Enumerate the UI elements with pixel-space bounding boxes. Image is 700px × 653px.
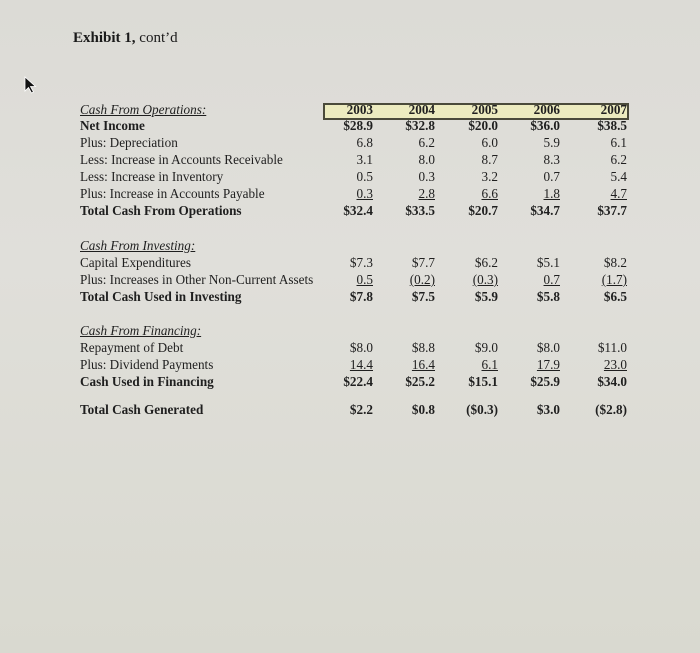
table-cell (438, 402, 498, 418)
cell-value: 0.3 (418, 168, 435, 184)
table-cell (500, 357, 560, 373)
cell-value: $32.4 (343, 202, 373, 218)
table-cell (438, 118, 498, 134)
table-cell (567, 374, 627, 390)
table-cell (313, 272, 373, 288)
cell-value: $22.4 (343, 374, 373, 389)
cell-value: $5.9 (474, 289, 498, 304)
cell-value: $9.0 (474, 340, 498, 355)
table-cell (567, 402, 627, 418)
cell-value: 6.0 (481, 134, 498, 150)
table-cell (438, 203, 498, 219)
cell-value: 1.8 (543, 185, 560, 201)
cell-value: 5.4 (610, 168, 627, 184)
cell-value: 2004 (408, 102, 435, 117)
row-label: Plus: Depreciation (80, 134, 178, 150)
cell-value: $2.2 (349, 402, 373, 417)
table-cell (500, 203, 560, 219)
table-cell (500, 340, 560, 356)
table-cell (313, 402, 373, 418)
table-cell (500, 272, 560, 288)
cell-value: 5.9 (543, 134, 560, 150)
cell-value: 14.4 (349, 357, 373, 372)
row-label: Cash From Operations: (80, 102, 207, 117)
row-label: Plus: Dividend Payments (80, 357, 214, 372)
cell-value: (0.2) (409, 272, 435, 287)
cell-value: $8.8 (411, 340, 435, 355)
cell-value: 6.6 (481, 185, 498, 201)
table-cell (567, 118, 627, 134)
row-label: Plus: Increase in Accounts Payable (80, 185, 265, 201)
table-cell (375, 272, 435, 288)
cell-value: $34.7 (530, 202, 560, 218)
cell-value: $5.1 (536, 255, 560, 270)
cell-value: 0.5 (356, 168, 373, 184)
cell-value: 0.7 (543, 168, 560, 184)
cell-value: $34.0 (597, 374, 627, 389)
cell-value: $7.3 (349, 255, 373, 270)
cell-value: 8.3 (543, 151, 560, 167)
cell-value: $8.0 (349, 340, 373, 355)
table-cell (313, 118, 373, 134)
cell-value: 6.2 (418, 134, 435, 150)
exhibit-title (73, 30, 178, 47)
cell-value: 2006 (533, 102, 560, 117)
table-cell (438, 374, 498, 390)
table-cell (500, 169, 560, 185)
table-cell (500, 135, 560, 151)
table-cell (438, 135, 498, 151)
cell-value: $5.8 (536, 289, 560, 304)
table-cell (438, 340, 498, 356)
table-cell (500, 152, 560, 168)
cell-value: $25.2 (405, 374, 435, 389)
row-label: Total Cash Generated (80, 402, 204, 417)
table-cell (567, 357, 627, 373)
table-cell (375, 186, 435, 202)
table-cell (438, 255, 498, 271)
cell-value: 0.5 (356, 272, 373, 287)
table-cell (567, 169, 627, 185)
table-cell (375, 118, 435, 134)
table-cell (375, 357, 435, 373)
cell-value: $33.5 (405, 202, 435, 218)
table-cell (313, 357, 373, 373)
table-cell (567, 255, 627, 271)
row-label: Net Income (80, 117, 145, 133)
table-cell (438, 357, 498, 373)
cell-value: 8.7 (481, 151, 498, 167)
cell-value: 23.0 (603, 357, 627, 372)
cell-value: $8.0 (536, 340, 560, 355)
cell-value: 4.7 (610, 185, 627, 201)
cell-value: 3.2 (481, 168, 498, 184)
cell-value: 16.4 (411, 357, 435, 372)
table-cell (375, 135, 435, 151)
row-label: Cash From Financing: (80, 323, 202, 338)
cell-value: 2.8 (418, 185, 435, 201)
cell-value: (1.7) (601, 272, 627, 287)
table-cell (500, 102, 560, 118)
table-cell (567, 289, 627, 305)
table-cell (500, 186, 560, 202)
cell-value: $38.5 (597, 117, 627, 133)
table-cell (375, 374, 435, 390)
table-cell (313, 152, 373, 168)
row-label: Less: Increase in Accounts Receivable (80, 151, 283, 167)
table-cell (438, 102, 498, 118)
cell-value: $25.9 (530, 374, 560, 389)
cell-value: $15.1 (468, 374, 498, 389)
cell-value: $7.5 (411, 289, 435, 304)
cell-value: 6.1 (610, 134, 627, 150)
table-cell (500, 374, 560, 390)
cell-value: ($0.3) (466, 402, 498, 417)
cell-value: 2003 (346, 102, 373, 117)
table-cell (500, 118, 560, 134)
cell-value: $6.5 (603, 289, 627, 304)
row-label: Cash From Investing: (80, 238, 196, 253)
table-cell (438, 289, 498, 305)
table-cell (438, 169, 498, 185)
table-cell (313, 255, 373, 271)
table-cell (375, 152, 435, 168)
cell-value: 6.8 (356, 134, 373, 150)
table-cell (375, 289, 435, 305)
table-cell (567, 102, 627, 118)
row-label: Total Cash Used in Investing (80, 289, 242, 304)
table-cell (567, 135, 627, 151)
table-cell (375, 340, 435, 356)
table-cell (500, 255, 560, 271)
cell-value: $6.2 (474, 255, 498, 270)
cell-value: 0.7 (543, 272, 560, 287)
row-label: Total Cash From Operations (80, 202, 242, 218)
table-cell (375, 102, 435, 118)
table-cell (313, 340, 373, 356)
cell-value: $36.0 (530, 117, 560, 133)
table-cell (313, 374, 373, 390)
row-label: Capital Expenditures (80, 255, 191, 270)
table-cell (567, 186, 627, 202)
exhibit-title-suffix: cont’d (135, 30, 178, 46)
table-cell (500, 402, 560, 418)
cell-value: $20.0 (468, 117, 498, 133)
table-cell (438, 152, 498, 168)
cell-value: (0.3) (472, 272, 498, 287)
cell-value: 3.1 (356, 151, 373, 167)
cell-value: $7.8 (349, 289, 373, 304)
table-cell (438, 272, 498, 288)
row-label: Less: Increase in Inventory (80, 168, 224, 184)
cell-value: 2007 (600, 102, 627, 117)
table-cell (313, 186, 373, 202)
table-cell (313, 135, 373, 151)
cell-value: 6.1 (481, 357, 498, 372)
table-cell (375, 255, 435, 271)
cell-value: 0.3 (356, 185, 373, 201)
table-cell (375, 402, 435, 418)
cell-value: 17.9 (536, 357, 560, 372)
cell-value: 6.2 (610, 151, 627, 167)
table-cell (567, 152, 627, 168)
cell-value: $32.8 (405, 117, 435, 133)
table-cell (567, 340, 627, 356)
arrow-cursor-icon (24, 76, 38, 94)
table-cell (567, 203, 627, 219)
cell-value: 8.0 (418, 151, 435, 167)
table-cell (500, 289, 560, 305)
table-cell (313, 289, 373, 305)
table-cell (375, 169, 435, 185)
cell-value: $0.8 (411, 402, 435, 417)
table-cell (567, 272, 627, 288)
row-label: Cash Used in Financing (80, 374, 214, 389)
table-cell (313, 169, 373, 185)
cell-value: $8.2 (603, 255, 627, 270)
exhibit-title-bold: Exhibit 1, (73, 30, 136, 46)
cell-value: ($2.8) (595, 402, 627, 417)
cell-value: $11.0 (597, 340, 627, 355)
cell-value: $28.9 (343, 117, 373, 133)
cell-value: $3.0 (536, 402, 560, 417)
cell-value: $7.7 (411, 255, 435, 270)
cell-value: 2005 (471, 102, 498, 117)
table-cell (438, 186, 498, 202)
cell-value: $37.7 (597, 202, 627, 218)
table-cell (313, 203, 373, 219)
cell-value: $20.7 (468, 202, 498, 218)
table-cell (313, 102, 373, 118)
row-label: Repayment of Debt (80, 340, 184, 355)
table-cell (375, 203, 435, 219)
row-label: Plus: Increases in Other Non-Current Assets (80, 272, 314, 287)
